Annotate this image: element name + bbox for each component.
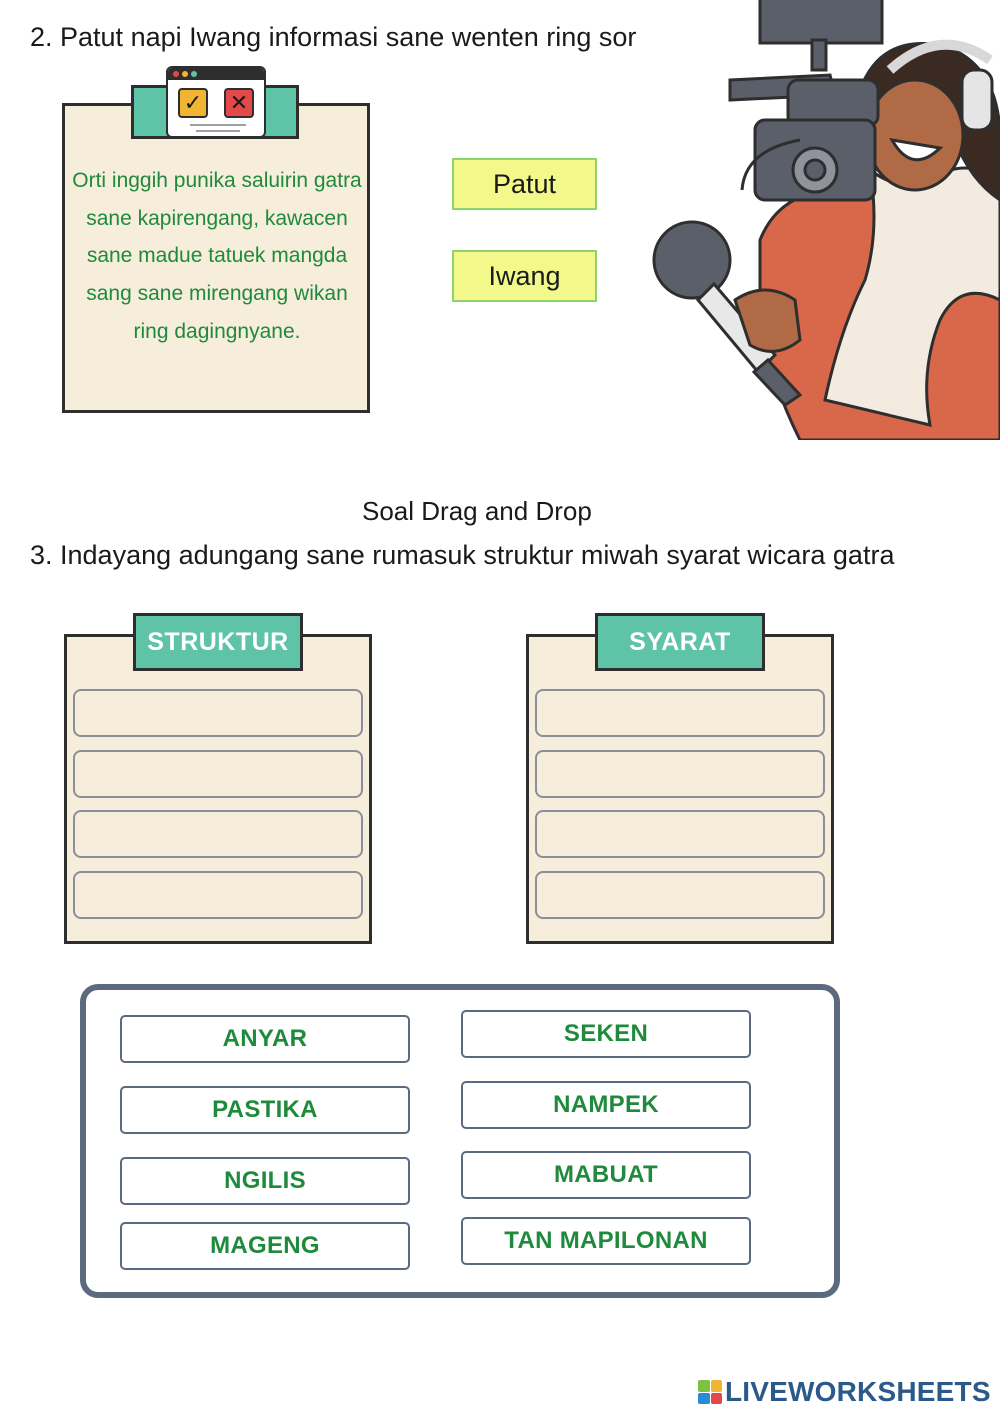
- struktur-drop-slot[interactable]: [73, 750, 363, 798]
- word-bank: [80, 984, 840, 1298]
- reporter-illustration: [650, 0, 1000, 440]
- liveworksheets-logo-text: LIVEWORKSHEETS: [725, 1376, 991, 1407]
- word-card-pastika[interactable]: PASTIKA: [120, 1086, 410, 1134]
- cross-icon: ✕: [224, 88, 254, 118]
- word-card-tan-mapilonan[interactable]: TAN MAPILONAN: [461, 1217, 751, 1265]
- word-card-seken[interactable]: SEKEN: [461, 1010, 751, 1058]
- liveworksheets-icon: [698, 1380, 722, 1404]
- struktur-heading: STRUKTUR: [133, 613, 303, 671]
- question-3-title: 3. Indayang adungang sane rumasuk struktur miwah syarat wicara gatra: [30, 540, 895, 570]
- struktur-drop-panel: [64, 634, 372, 944]
- true-false-window-icon: [166, 66, 266, 138]
- struktur-drop-slot[interactable]: [73, 810, 363, 858]
- word-card-nampek[interactable]: NAMPEK: [461, 1081, 751, 1129]
- liveworksheets-logo[interactable]: [698, 1376, 991, 1408]
- check-icon: ✓: [178, 88, 208, 118]
- syarat-drop-panel: [526, 634, 834, 944]
- word-card-ngilis[interactable]: NGILIS: [120, 1157, 410, 1205]
- struktur-drop-slot[interactable]: [73, 689, 363, 737]
- word-card-mabuat[interactable]: MABUAT: [461, 1151, 751, 1199]
- patut-button[interactable]: Patut: [452, 158, 597, 210]
- syarat-heading: SYARAT: [595, 613, 765, 671]
- syarat-drop-slot[interactable]: [535, 689, 825, 737]
- syarat-drop-slot[interactable]: [535, 750, 825, 798]
- struktur-drop-slot[interactable]: [73, 871, 363, 919]
- syarat-drop-slot[interactable]: [535, 810, 825, 858]
- info-note-text: Orti inggih punika saluirin gatra sane kapirengang, kawacen sane madue tatuek mangda sang sane mirengang wikan ring dagingnyane.: [72, 169, 362, 343]
- word-card-anyar[interactable]: ANYAR: [120, 1015, 410, 1063]
- drag-drop-subtitle: Soal Drag and Drop: [362, 496, 592, 526]
- iwang-button[interactable]: Iwang: [452, 250, 597, 302]
- word-card-mageng[interactable]: MAGENG: [120, 1222, 410, 1270]
- syarat-drop-slot[interactable]: [535, 871, 825, 919]
- question-2-title: 2. Patut napi Iwang informasi sane wenten ring sor: [30, 22, 637, 52]
